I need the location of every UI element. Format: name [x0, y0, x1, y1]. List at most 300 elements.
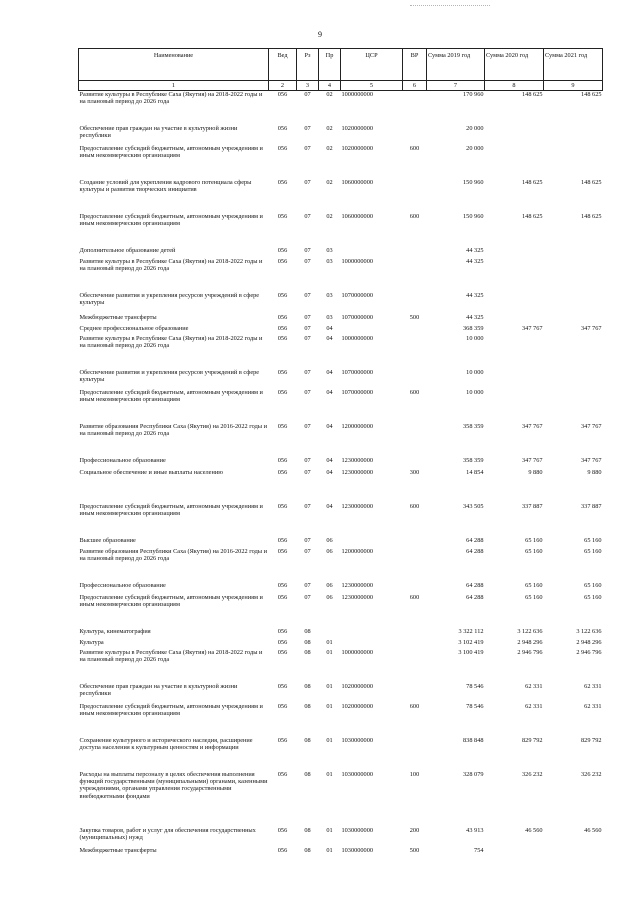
table-row [79, 649, 603, 683]
header-sum-2020: Сумма 2020 год [485, 49, 544, 81]
column-number: 3 [297, 81, 319, 91]
row-expense-type [403, 258, 427, 292]
row-section-code: 08 [304, 770, 311, 778]
row-section-code: 08 [304, 826, 311, 834]
row-sum-2021: 2 948 296 [576, 638, 602, 646]
row-ved-code: 056 [277, 468, 288, 476]
row-ved-code: 056 [277, 257, 288, 265]
row-name: Профессиональное образование [79, 581, 166, 589]
row-sum-2020: 2 948 296 [517, 638, 543, 646]
row-section-code: 07 [304, 178, 311, 186]
row-name: Предоставление субсидий бюджетным, автономным учреждениям и иным некоммерческим организациям [79, 212, 263, 227]
row-sum-2019: 368 359 [463, 324, 484, 332]
row-target-article: 1230000000 [341, 468, 373, 476]
row-sum-2021: 347 767 [581, 324, 602, 332]
row-sum-2021: 65 160 [584, 547, 602, 555]
row-expense-type [403, 639, 427, 649]
table-row [79, 258, 603, 292]
row-sum-2020 [485, 247, 544, 258]
row-expense-type: 600 [409, 702, 420, 710]
row-subsection-code: 02 [326, 212, 333, 220]
row-subsection-code: 04 [326, 388, 333, 396]
row-ved-code: 056 [277, 581, 288, 589]
row-sum-2021: 65 160 [584, 536, 602, 544]
row-ved-code: 056 [277, 91, 288, 98]
row-expense-type [403, 548, 427, 582]
row-sum-2019: 44 325 [466, 257, 484, 265]
row-name: Развитие образования Республики Саха (Якутия) на 2016-2022 годы и на плановый период до 2026 года [79, 422, 267, 437]
row-sum-2021 [544, 292, 603, 314]
row-sum-2020: 148 625 [522, 91, 543, 98]
row-sum-2020: 65 160 [525, 547, 543, 555]
row-sum-2019: 64 288 [466, 593, 484, 601]
row-expense-type: 600 [409, 388, 420, 396]
row-subsection-code: 01 [326, 682, 333, 690]
row-sum-2020 [485, 125, 544, 145]
row-sum-2020: 2 946 796 [517, 648, 543, 656]
row-subsection-code: 02 [326, 91, 333, 98]
row-section-code: 08 [304, 736, 311, 744]
column-number: 6 [403, 81, 427, 91]
row-name: Предоставление субсидий бюджетным, автономным учреждениям и иным некоммерческим организациям [79, 388, 263, 403]
row-ved-code: 056 [277, 422, 288, 430]
row-name: Дополнительное образование детей [79, 246, 176, 254]
row-expense-type [403, 325, 427, 335]
table-header-row [79, 49, 603, 81]
row-sum-2021 [544, 369, 603, 389]
row-subsection-code [319, 628, 341, 639]
row-section-code: 07 [304, 547, 311, 555]
header-sum-2021: Сумма 2021 год [544, 49, 603, 81]
row-subsection-code: 01 [326, 638, 333, 646]
row-name: Закупка товаров, работ и услуг для обеспечения государственных (муниципальных) нужд [79, 826, 256, 841]
row-sum-2021 [544, 247, 603, 258]
row-section-code: 07 [304, 91, 311, 98]
header-sum-2019: Сумма 2019 год [427, 49, 485, 81]
row-section-code: 08 [304, 638, 311, 646]
table-row [79, 628, 603, 639]
row-sum-2021: 65 160 [584, 593, 602, 601]
row-sum-2019: 14 854 [466, 468, 484, 476]
row-target-article: 1020000000 [341, 682, 373, 690]
row-section-code: 07 [304, 422, 311, 430]
row-section-code: 07 [304, 468, 311, 476]
row-sum-2019: 3 100 419 [458, 648, 484, 656]
row-name: Обеспечение развития и укрепления ресурсов учреждений в сфере культуры [79, 291, 260, 306]
row-ved-code: 056 [277, 212, 288, 220]
table-row [79, 771, 603, 827]
row-sum-2021: 3 122 636 [576, 627, 602, 635]
row-subsection-code: 01 [326, 736, 333, 744]
row-sum-2019: 3 102 419 [458, 638, 484, 646]
row-target-article [341, 325, 403, 335]
row-sum-2019: 328 079 [463, 770, 484, 778]
row-sum-2019: 754 [474, 846, 484, 854]
row-expense-type: 500 [409, 313, 420, 321]
row-section-code: 07 [304, 334, 311, 342]
table-row [79, 125, 603, 145]
row-sum-2019: 78 546 [466, 702, 484, 710]
table-row [79, 292, 603, 314]
row-section-code: 07 [304, 144, 311, 152]
row-sum-2020: 46 560 [525, 826, 543, 834]
table-row [79, 548, 603, 582]
row-section-code: 08 [304, 846, 311, 854]
row-expense-type [403, 292, 427, 314]
row-sum-2021: 148 625 [581, 178, 602, 186]
row-sum-2019: 10 000 [466, 368, 484, 376]
row-sum-2020 [485, 258, 544, 292]
row-ved-code: 056 [277, 682, 288, 690]
table-row [79, 423, 603, 457]
row-sum-2019: 10 000 [466, 388, 484, 396]
table-row [79, 369, 603, 389]
row-sum-2021 [544, 335, 603, 369]
row-subsection-code: 04 [326, 468, 333, 476]
column-number: 1 [79, 81, 269, 91]
row-subsection-code: 01 [326, 702, 333, 710]
table-row [79, 389, 603, 423]
row-subsection-code: 06 [326, 593, 333, 601]
row-target-article [341, 639, 403, 649]
row-section-code: 07 [304, 593, 311, 601]
row-name: Обеспечение развития и укрепления ресурсов учреждений в сфере культуры [79, 368, 260, 383]
row-target-article: 1000000000 [341, 257, 373, 265]
row-name: Предоставление субсидий бюджетным, автономным учреждениям и иным некоммерческим организациям [79, 702, 263, 717]
row-ved-code: 056 [277, 770, 288, 778]
row-sum-2020: 62 331 [525, 702, 543, 710]
row-target-article: 1060000000 [341, 178, 373, 186]
row-subsection-code: 01 [326, 648, 333, 656]
row-sum-2019: 10 000 [466, 334, 484, 342]
row-name: Развитие образования Республики Саха (Якутия) на 2016-2022 годы и на плановый период до 2026 года [79, 547, 267, 562]
row-expense-type [403, 582, 427, 594]
row-sum-2021: 326 232 [581, 770, 602, 778]
row-expense-type: 600 [409, 144, 420, 152]
table-body [79, 91, 603, 858]
row-target-article [341, 537, 403, 548]
row-section-code: 07 [304, 502, 311, 510]
row-target-article: 1200000000 [341, 547, 373, 555]
table-row [79, 213, 603, 247]
row-target-article: 1030000000 [341, 736, 373, 744]
row-sum-2019: 358 359 [463, 456, 484, 464]
row-ved-code: 056 [277, 291, 288, 299]
row-subsection-code: 02 [326, 144, 333, 152]
row-sum-2021: 2 946 796 [576, 648, 602, 656]
column-number: 8 [485, 81, 544, 91]
row-name: Среднее профессиональное образование [79, 324, 189, 332]
row-sum-2020 [485, 847, 544, 858]
table-row [79, 639, 603, 649]
row-section-code: 07 [304, 246, 311, 254]
row-ved-code: 056 [277, 547, 288, 555]
row-section-code: 07 [304, 212, 311, 220]
row-sum-2020: 65 160 [525, 536, 543, 544]
row-sum-2021: 46 560 [584, 826, 602, 834]
row-subsection-code: 03 [326, 313, 333, 321]
row-sum-2021 [544, 125, 603, 145]
row-sum-2020 [485, 389, 544, 423]
table-row [79, 683, 603, 703]
row-sum-2020: 829 792 [522, 736, 543, 744]
row-subsection-code: 04 [326, 324, 333, 332]
row-name: Развитие культуры в Республике Саха (Якутия) на 2018-2022 годы и на плановый период до 2026 года [79, 91, 263, 106]
header-rz: Рз [297, 49, 319, 81]
row-section-code: 07 [304, 313, 311, 321]
row-sum-2021: 347 767 [581, 422, 602, 430]
row-target-article: 1230000000 [341, 456, 373, 464]
table-row [79, 91, 603, 125]
row-target-article: 1230000000 [341, 581, 373, 589]
column-number: 5 [341, 81, 403, 91]
row-target-article: 1230000000 [341, 502, 373, 510]
row-sum-2020 [485, 145, 544, 179]
table-row [79, 314, 603, 325]
row-expense-type [403, 335, 427, 369]
row-expense-type [403, 683, 427, 703]
row-section-code: 08 [304, 682, 311, 690]
row-ved-code: 056 [277, 456, 288, 464]
row-sum-2021: 829 792 [581, 736, 602, 744]
column-number: 9 [544, 81, 603, 91]
row-target-article: 1000000000 [341, 648, 373, 656]
row-target-article: 1070000000 [341, 388, 373, 396]
row-ved-code: 056 [277, 638, 288, 646]
row-expense-type [403, 423, 427, 457]
row-sum-2020 [485, 369, 544, 389]
row-ved-code: 056 [277, 702, 288, 710]
row-ved-code: 056 [277, 593, 288, 601]
row-sum-2019: 150 960 [463, 178, 484, 186]
row-section-code: 07 [304, 581, 311, 589]
row-ved-code: 056 [277, 124, 288, 132]
row-sum-2020: 337 887 [522, 502, 543, 510]
row-ved-code: 056 [277, 826, 288, 834]
row-name: Предоставление субсидий бюджетным, автономным учреждениям и иным некоммерческим организациям [79, 144, 263, 159]
row-subsection-code: 01 [326, 826, 333, 834]
row-sum-2020: 148 625 [522, 212, 543, 220]
row-ved-code: 056 [277, 627, 288, 635]
row-sum-2019: 838 848 [463, 736, 484, 744]
row-target-article: 1020000000 [341, 144, 373, 152]
row-subsection-code: 04 [326, 368, 333, 376]
row-ved-code: 056 [277, 388, 288, 396]
row-sum-2019: 64 288 [466, 536, 484, 544]
row-subsection-code: 03 [326, 291, 333, 299]
scan-mark [410, 5, 490, 7]
row-sum-2019: 64 288 [466, 547, 484, 555]
row-expense-type [403, 457, 427, 469]
row-section-code: 07 [304, 124, 311, 132]
row-section-code: 08 [304, 702, 311, 710]
table-row [79, 179, 603, 213]
row-sum-2020: 62 331 [525, 682, 543, 690]
budget-table [78, 48, 603, 858]
row-expense-type [403, 628, 427, 639]
row-sum-2019: 20 000 [466, 144, 484, 152]
row-ved-code: 056 [277, 368, 288, 376]
row-ved-code: 056 [277, 648, 288, 656]
row-sum-2019: 43 913 [466, 826, 484, 834]
row-expense-type: 200 [409, 826, 420, 834]
table-row [79, 594, 603, 628]
row-sum-2021: 148 625 [581, 91, 602, 98]
row-sum-2019: 44 325 [466, 246, 484, 254]
row-sum-2019: 44 325 [466, 313, 484, 321]
row-expense-type [403, 737, 427, 771]
table-row [79, 537, 603, 548]
row-name: Обеспечение прав граждан на участие в культурной жизни республики [79, 124, 238, 139]
row-expense-type: 500 [409, 846, 420, 854]
row-ved-code: 056 [277, 846, 288, 854]
row-subsection-code: 06 [326, 547, 333, 555]
row-target-article: 1070000000 [341, 368, 373, 376]
row-sum-2020: 9 880 [528, 468, 543, 476]
row-expense-type [403, 91, 427, 125]
row-target-article: 1000000000 [341, 91, 373, 98]
row-name: Социальное обеспечение и иные выплаты населению [79, 468, 223, 476]
row-name: Профессиональное образование [79, 456, 166, 464]
row-subsection-code: 03 [326, 246, 333, 254]
row-section-code: 07 [304, 368, 311, 376]
table-row [79, 457, 603, 469]
row-name: Предоставление субсидий бюджетным, автономным учреждениям и иным некоммерческим организациям [79, 502, 263, 517]
row-sum-2019: 78 546 [466, 682, 484, 690]
column-number: 7 [427, 81, 485, 91]
row-section-code: 07 [304, 291, 311, 299]
row-subsection-code: 04 [326, 334, 333, 342]
page-number: 9 [318, 30, 322, 39]
row-sum-2021: 347 767 [581, 456, 602, 464]
row-name: Обеспечение прав граждан на участие в культурной жизни республики [79, 682, 238, 697]
row-sum-2021: 148 625 [581, 212, 602, 220]
row-subsection-code: 04 [326, 456, 333, 464]
row-expense-type [403, 125, 427, 145]
row-subsection-code: 02 [326, 124, 333, 132]
table-row [79, 827, 603, 847]
row-name: Межбюджетные трансферты [79, 846, 157, 854]
row-ved-code: 056 [277, 246, 288, 254]
row-sum-2019: 150 960 [463, 212, 484, 220]
header-vr: ВР [403, 49, 427, 81]
row-name: Развитие культуры в Республике Саха (Якутия) на 2018-2022 годы и на плановый период до 2026 года [79, 648, 263, 663]
row-ved-code: 056 [277, 178, 288, 186]
row-sum-2019: 20 000 [466, 124, 484, 132]
row-target-article: 1020000000 [341, 124, 373, 132]
table-row [79, 847, 603, 858]
row-sum-2021 [544, 847, 603, 858]
row-expense-type [403, 537, 427, 548]
row-target-article: 1030000000 [341, 826, 373, 834]
table-row [79, 335, 603, 369]
row-expense-type [403, 649, 427, 683]
row-ved-code: 056 [277, 334, 288, 342]
row-section-code: 07 [304, 388, 311, 396]
row-target-article [341, 247, 403, 258]
row-sum-2020 [485, 292, 544, 314]
row-name: Межбюджетные трансферты [79, 313, 157, 321]
row-sum-2020: 347 767 [522, 324, 543, 332]
row-sum-2021 [544, 258, 603, 292]
row-target-article: 1070000000 [341, 291, 373, 299]
row-subsection-code: 02 [326, 178, 333, 186]
row-subsection-code: 04 [326, 502, 333, 510]
row-expense-type: 300 [409, 468, 420, 476]
table-row [79, 469, 603, 503]
row-target-article: 1030000000 [341, 770, 373, 778]
row-target-article [341, 628, 403, 639]
row-sum-2019: 44 325 [466, 291, 484, 299]
header-ved: Вед [269, 49, 297, 81]
row-ved-code: 056 [277, 313, 288, 321]
row-expense-type: 600 [409, 212, 420, 220]
row-name: Развитие культуры в Республике Саха (Якутия) на 2018-2022 годы и на плановый период до 2026 года [79, 334, 263, 349]
row-sum-2020 [485, 314, 544, 325]
row-subsection-code: 04 [326, 422, 333, 430]
row-name: Развитие культуры в Республике Саха (Якутия) на 2018-2022 годы и на плановый период до 2026 года [79, 257, 263, 272]
row-ved-code: 056 [277, 144, 288, 152]
column-number: 2 [269, 81, 297, 91]
row-ved-code: 056 [277, 324, 288, 332]
row-sum-2019: 343 505 [463, 502, 484, 510]
row-subsection-code: 01 [326, 770, 333, 778]
row-section-code: 07 [304, 324, 311, 332]
row-sum-2020: 347 767 [522, 422, 543, 430]
row-sum-2021: 337 887 [581, 502, 602, 510]
row-target-article: 1030000000 [341, 846, 373, 854]
header-pr: Пр [319, 49, 341, 81]
row-section-code: 08 [304, 627, 311, 635]
row-name: Расходы на выплаты персоналу в целях обеспечения выполнения функций государственными (муниципальными) органами, казенными учреждениями, органами управления государственными внебюджетными фондами [79, 770, 268, 800]
row-section-code: 08 [304, 648, 311, 656]
row-ved-code: 056 [277, 502, 288, 510]
table-row [79, 582, 603, 594]
row-name: Создание условий для укрепления кадрового потенциала сферы культуры и развития творческих инициатив [79, 178, 252, 193]
row-expense-type [403, 369, 427, 389]
row-section-code: 07 [304, 257, 311, 265]
header-csr: ЦСР [341, 49, 403, 81]
row-sum-2019: 3 322 112 [458, 627, 484, 635]
row-sum-2021: 9 880 [587, 468, 602, 476]
row-sum-2020: 347 767 [522, 456, 543, 464]
row-section-code: 07 [304, 536, 311, 544]
row-sum-2019: 64 288 [466, 581, 484, 589]
table-row [79, 145, 603, 179]
table-row [79, 703, 603, 737]
row-target-article: 1020000000 [341, 702, 373, 710]
row-subsection-code: 03 [326, 257, 333, 265]
row-expense-type: 600 [409, 502, 420, 510]
row-target-article: 1000000000 [341, 334, 373, 342]
column-number: 4 [319, 81, 341, 91]
table-row [79, 503, 603, 537]
row-name: Сохранение культурного и исторического наследия, расширение доступа населения к культурным ценностям и информации [79, 736, 253, 751]
column-number-row [79, 81, 603, 91]
row-ved-code: 056 [277, 536, 288, 544]
header-name: Наименование [79, 49, 269, 81]
row-name: Культура [79, 638, 104, 646]
table-row [79, 737, 603, 771]
row-sum-2019: 170 960 [463, 91, 484, 98]
row-sum-2020: 148 625 [522, 178, 543, 186]
row-target-article: 1230000000 [341, 593, 373, 601]
row-sum-2021: 65 160 [584, 581, 602, 589]
table-row [79, 325, 603, 335]
row-expense-type [403, 247, 427, 258]
row-sum-2019: 358 359 [463, 422, 484, 430]
row-subsection-code: 01 [326, 846, 333, 854]
